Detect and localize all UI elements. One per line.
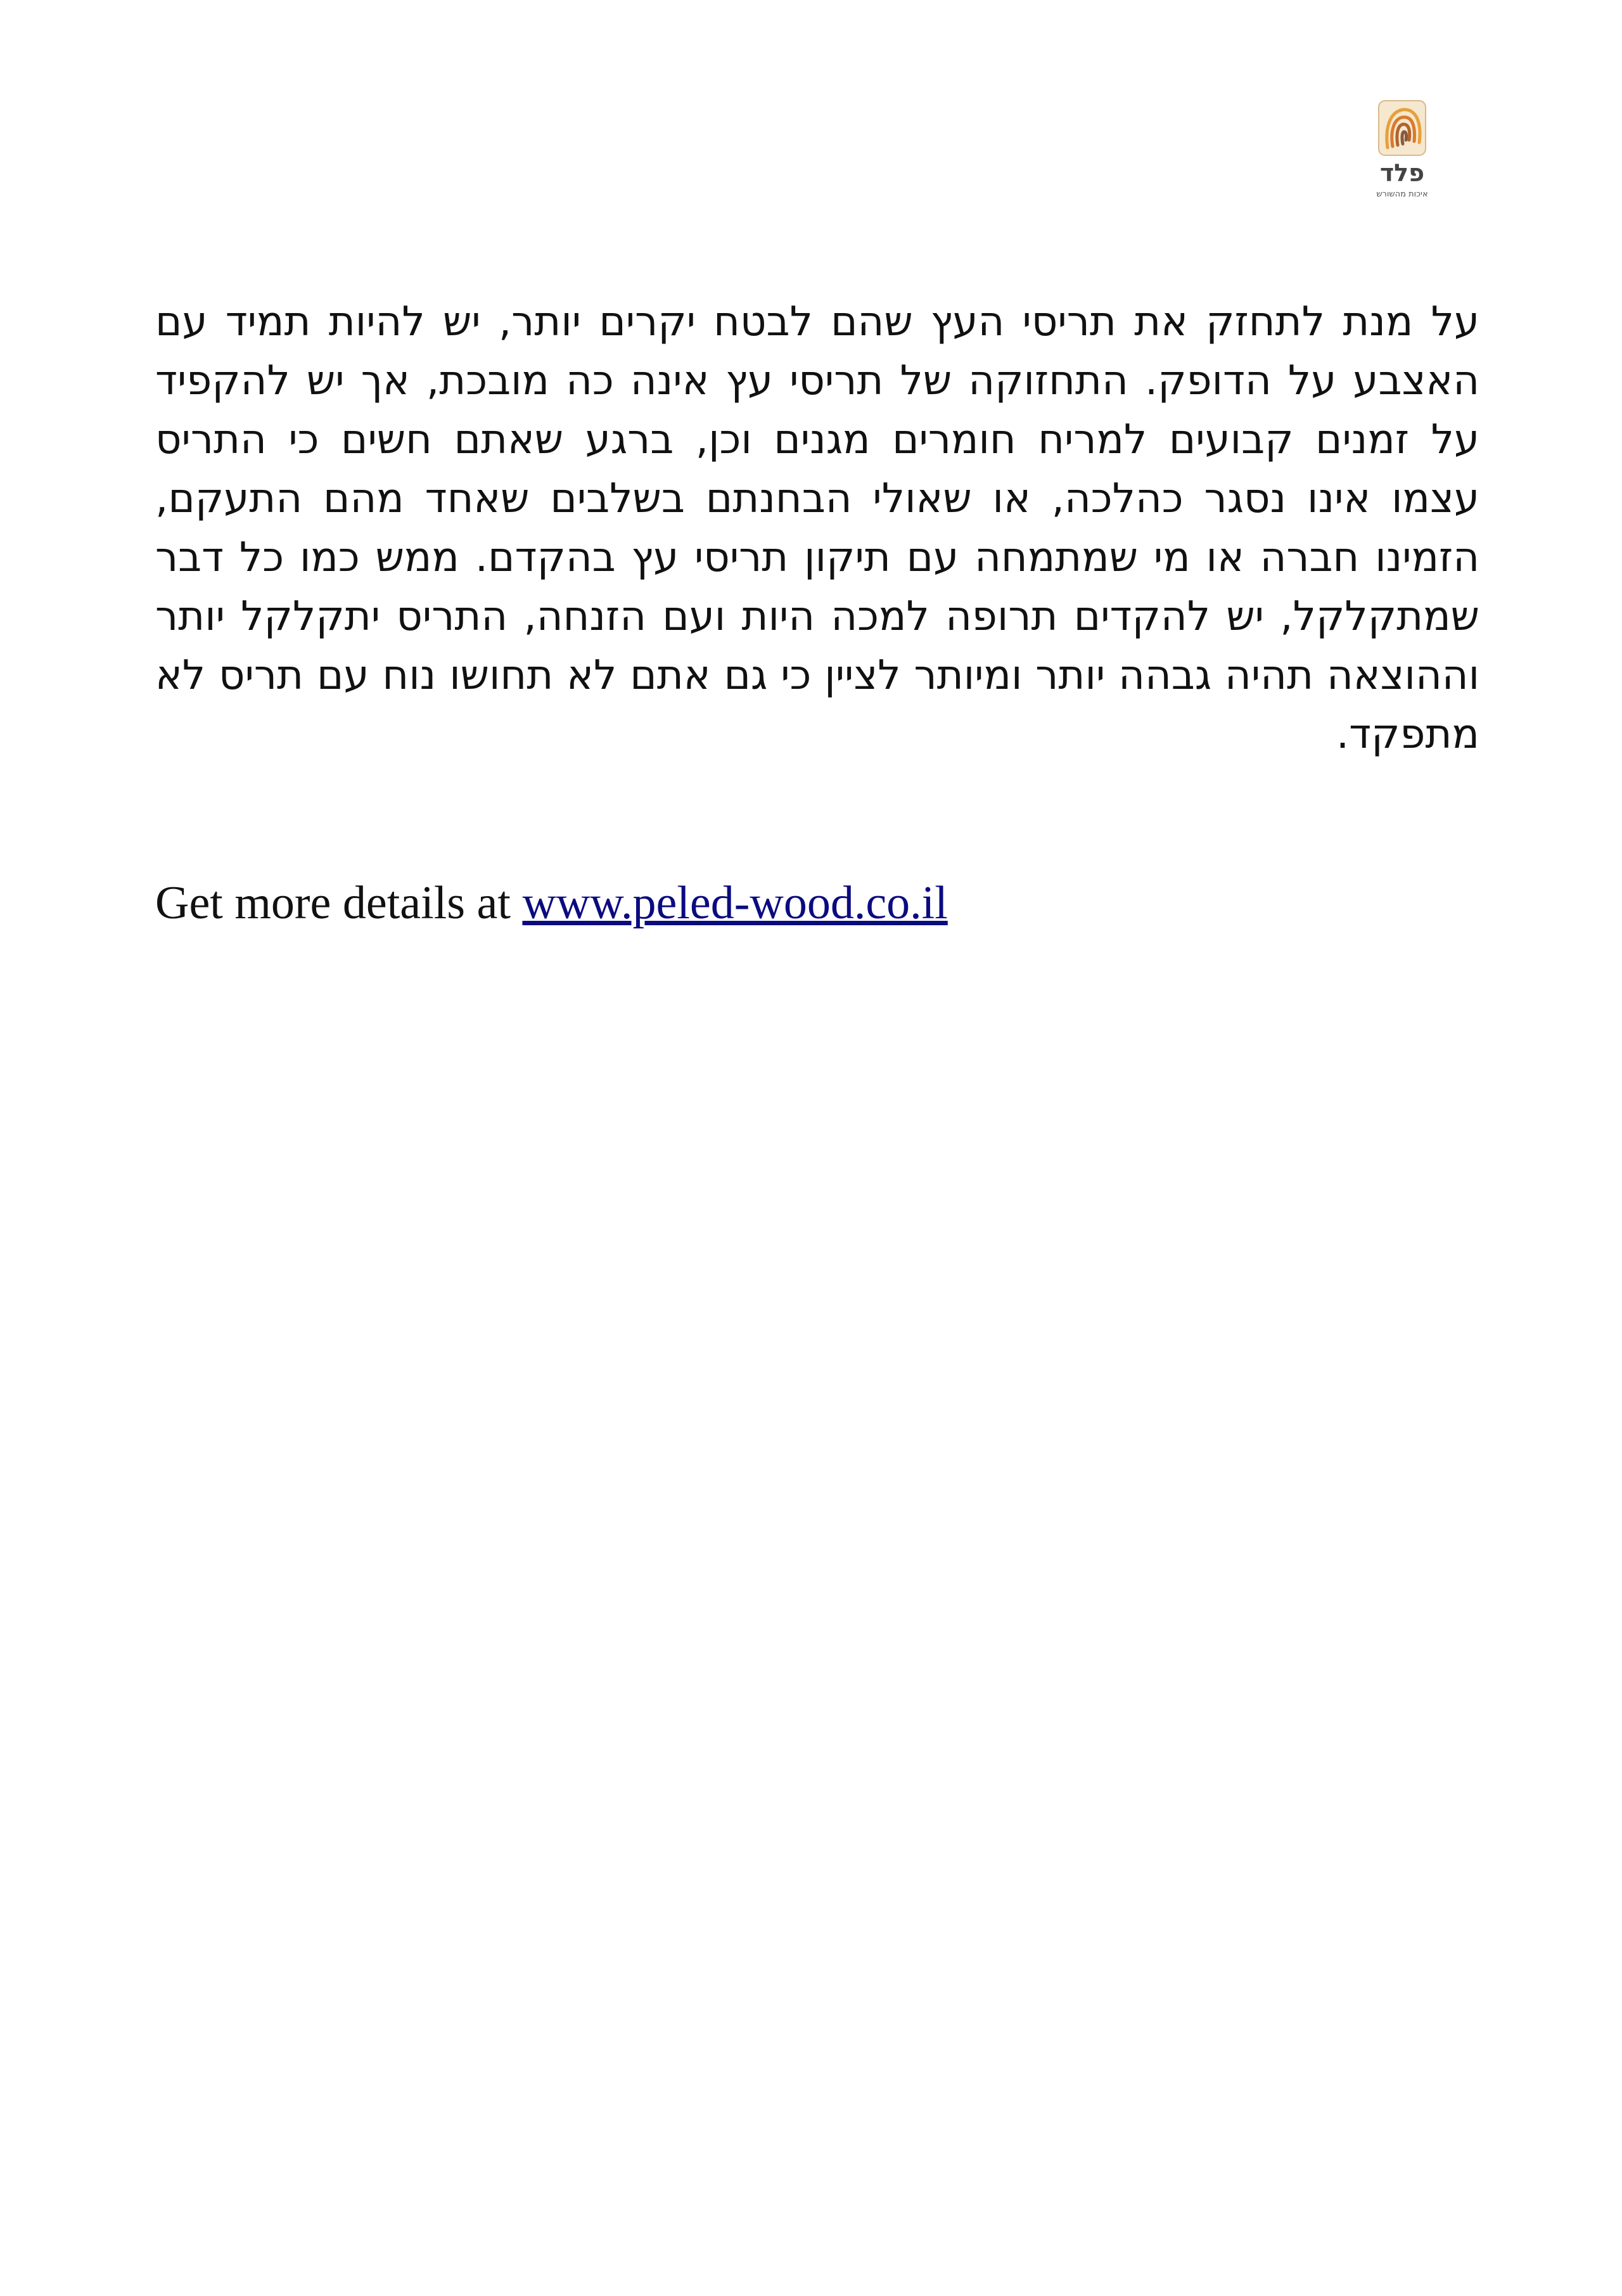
company-logo <box>1367 98 1437 209</box>
logo-name: פלד <box>1379 159 1425 187</box>
fingerprint-logo-icon <box>1367 98 1437 162</box>
details-prefix: Get more details at <box>155 877 523 929</box>
article-paragraph: על מנת לתחזק את תריסי העץ שהם לבטח יקרים יותר, יש להיות תמיד עם האצבע על הדופק. התחזוקה של תריסי עץ אינה כה מובכת, אך יש להקפיד על זמנים קבועים למריח חומרים מגנים וכן, ברגע שאתם חשים כי התריס עצמו אינו נסגר כהלכה, או שאולי הבחנתם בשלבים שאחד מהם התעקם, הזמינו חברה או מי שמתמחה עם תיקון תריסי עץ בהקדם. ממש כמו כל דבר שמתקלקל, יש להקדים תרופה למכה היות ועם הזנחה, התריס יתקלקל יותר וההוצאה תהיה גבהה יותר ומיותר לציין כי גם אתם לא תחושו נוח עם תריס לא מתפקד. <box>155 298 1479 758</box>
details-line <box>155 875 948 932</box>
website-link[interactable]: www.peled-wood.co.il <box>522 877 948 929</box>
logo-tagline: איכות מהשורש <box>1376 189 1428 199</box>
